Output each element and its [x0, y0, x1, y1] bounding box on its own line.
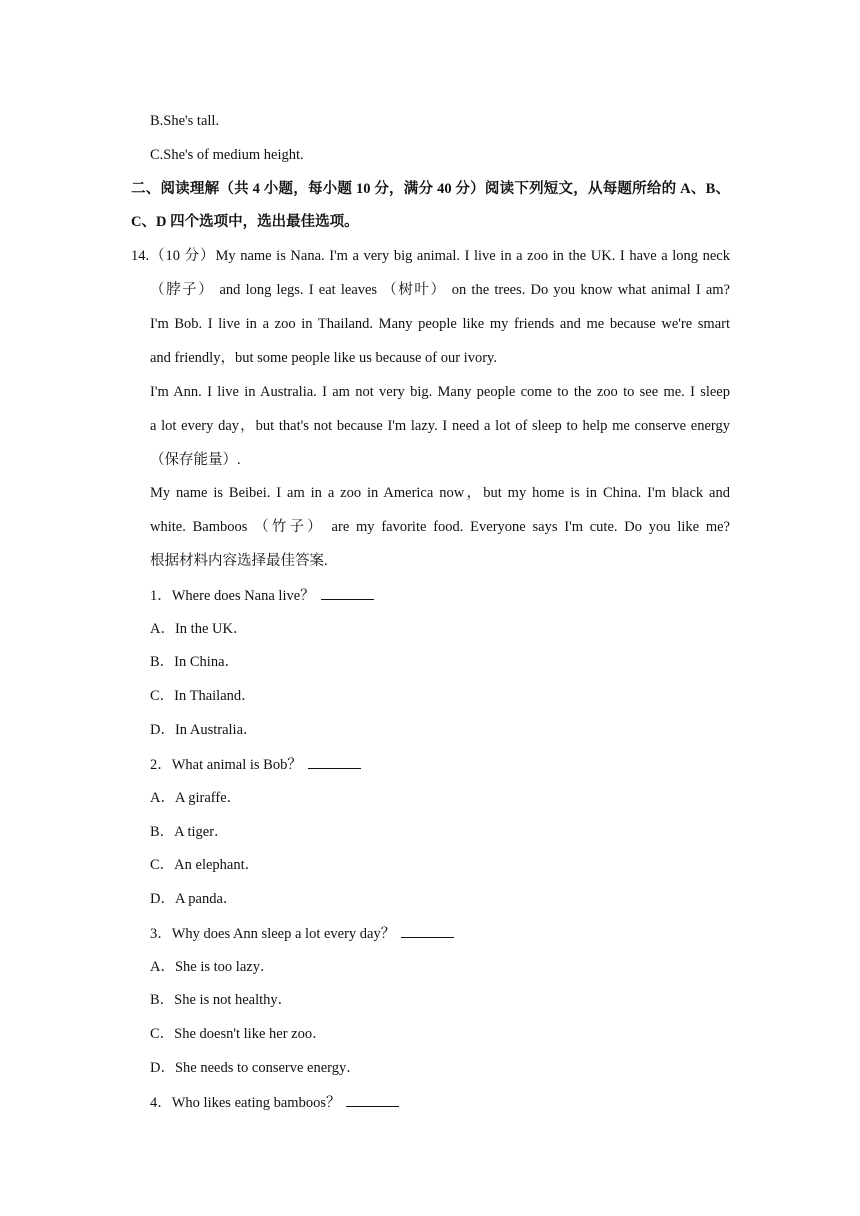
subquestion-stem: 2．What animal is Bob？: [150, 754, 361, 775]
option: D．A panda．: [150, 891, 238, 907]
option: A．A giraffe．: [150, 790, 242, 806]
option: A．In the UK．: [150, 621, 248, 637]
option: B．In China．: [150, 654, 240, 670]
prev-option-c: C.She's of medium height.: [150, 147, 304, 163]
question-number-score: 14.（10 分）: [131, 248, 216, 264]
answer-blank[interactable]: [346, 1092, 399, 1107]
passage-line: My name is Beibei. I am in a zoo in America now，but my home is in China. I'm black and: [150, 485, 730, 501]
passage-line: （脖子） and long legs. I eat leaves （树叶） on the trees. Do you know what animal I am?: [150, 282, 730, 298]
answer-blank[interactable]: [321, 585, 374, 600]
passage-line: a lot every day，but that's not because I'm lazy. I need a lot of sleep to help me conserve energy: [150, 418, 730, 434]
passage-line: （保存能量）.: [150, 452, 241, 468]
subquestion-stem: 1．Where does Nana live？: [150, 585, 374, 606]
passage-line: My name is Nana. I'm a very big animal. I live in a zoo in the UK. I have a long neck: [215, 248, 730, 264]
option: D．In Australia．: [150, 722, 258, 738]
question-14-first-line: [131, 246, 730, 266]
prev-option-b: B.She's tall.: [150, 113, 220, 129]
section-heading-line-2: C、D 四个选项中，选出最佳选项。: [131, 214, 359, 230]
option: C．She doesn't like her zoo．: [150, 1026, 327, 1042]
passage-line: white. Bamboos （竹子） are my favorite food. Everyone says I'm cute. Do you like me?: [150, 519, 730, 535]
answer-blank[interactable]: [308, 754, 361, 769]
passage-line: I'm Ann. I live in Australia. I am not very big. Many people come to the zoo to see me. I sleep: [150, 384, 730, 400]
subquestion-stem: 4．Who likes eating bamboos？: [150, 1092, 399, 1113]
option: C．An elephant．: [150, 857, 260, 873]
option: B．She is not healthy．: [150, 992, 293, 1008]
option: C．In Thailand．: [150, 688, 256, 704]
answer-blank[interactable]: [401, 923, 454, 938]
option: A．She is too lazy．: [150, 959, 275, 975]
option: B．A tiger．: [150, 824, 229, 840]
option: D．She needs to conserve energy．: [150, 1060, 361, 1076]
passage-line: and friendly，but some people like us because of our ivory.: [150, 350, 497, 366]
passage-line: I'm Bob. I live in a zoo in Thailand. Many people like my friends and me because we're smart: [150, 316, 730, 332]
subquestion-stem: 3．Why does Ann sleep a lot every day？: [150, 923, 454, 944]
instruction-line: 根据材料内容选择最佳答案.: [150, 553, 328, 569]
section-heading-line-1: 二、阅读理解（共 4 小题，每小题 10 分，满分 40 分）阅读下列短文，从每题所给的 A、B、: [131, 181, 730, 197]
